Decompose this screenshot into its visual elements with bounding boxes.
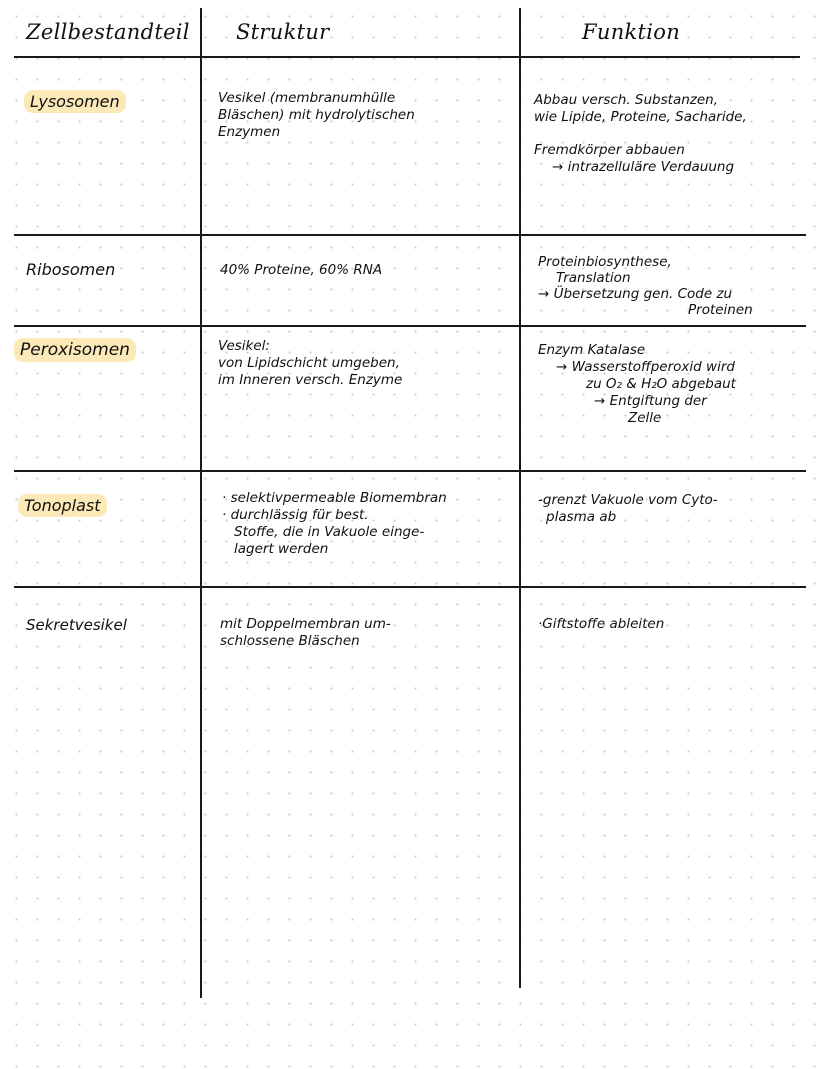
function-line: Proteinbiosynthese, [538,254,672,270]
structure-line: mit Doppelmembran um- [220,616,391,632]
header-function: Funktion [582,20,681,44]
grid-line-vertical-1 [200,8,202,998]
function-line: → Wasserstoffperoxid wird [556,359,735,375]
structure-line: lagert werden [234,541,329,557]
row-name-sekretvesikel: Sekretvesikel [26,616,127,634]
structure-line: 40% Proteine, 60% RNA [220,262,383,278]
row-name-peroxisomen: Peroxisomen [14,338,136,362]
function-line: -grenzt Vakuole vom Cyto- [538,492,718,508]
function-line: Zelle [628,410,662,426]
structure-line: Vesikel: [218,338,270,354]
function-line: wie Lipide, Proteine, Sacharide, [534,109,747,125]
function-line: plasma ab [546,509,617,525]
structure-line: · selektivpermeable Biomembran [222,490,447,506]
structure-line: Enzymen [218,124,281,140]
function-line: Fremdkörper abbauen [534,142,685,158]
header-component: Zellbestandteil [26,20,190,44]
row-function-peroxisomen [538,342,736,427]
row-name-ribosomen: Ribosomen [26,260,116,279]
structure-line: · durchlässig für best. [222,507,369,523]
row-structure-ribosomen [220,262,382,279]
function-line: Abbau versch. Substanzen, [534,92,719,108]
grid-line-row-3 [14,470,806,472]
structure-line: Stoffe, die in Vakuole einge- [234,524,425,540]
row-structure-lysosomen [218,90,415,141]
row-structure-peroxisomen [218,338,402,389]
function-line: → Entgiftung der [594,393,707,409]
structure-line: im Inneren versch. Enzyme [218,372,403,388]
row-structure-tonoplast [222,490,447,558]
row-function-sekretvesikel [538,616,664,633]
function-line: → intrazelluläre Verdauung [552,159,735,175]
function-line: → Übersetzung gen. Code zu [538,286,733,302]
grid-line-row-1 [14,234,806,236]
function-line: Translation [556,270,631,286]
grid-line-row-2 [14,325,806,327]
structure-line: Bläschen) mit hydrolytischen [218,107,415,123]
grid-line-row-4 [14,586,806,588]
row-function-tonoplast [538,492,718,526]
grid-line-vertical-2 [519,8,521,988]
function-line: ·Giftstoffe ableiten [538,616,665,632]
function-line: Enzym Katalase [538,342,646,358]
row-name-tonoplast: Tonoplast [18,494,107,517]
structure-line: von Lipidschicht umgeben, [218,355,400,371]
function-line: Proteinen [688,302,753,318]
structure-line: Vesikel (membranumhülle [218,90,396,106]
row-function-ribosomen [538,254,753,318]
grid-line-header [14,56,800,58]
row-function-lysosomen [534,92,747,176]
row-structure-sekretvesikel [220,616,391,650]
row-name-lysosomen: Lysosomen [24,90,126,113]
function-line: zu O₂ & H₂O abgebaut [586,376,736,392]
header-structure: Struktur [236,20,330,44]
structure-line: schlossene Bläschen [220,633,360,649]
